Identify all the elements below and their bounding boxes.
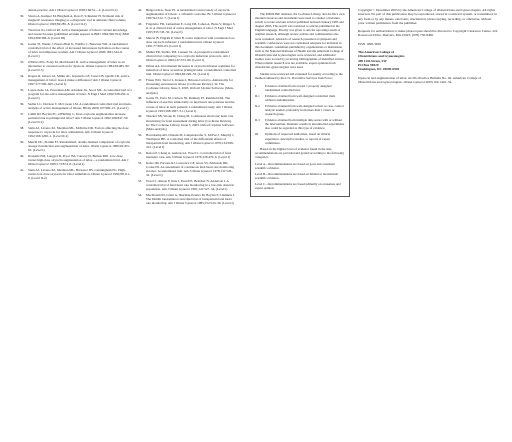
reference-text: Bidgood KA, Steer PJ. A randomized control study of oxytocin augmentation of labour. 1. Obstetric outcome. Br J Obstet Gynaecol 1987;94:512–7. (Level I): [146, 8, 236, 21]
evidence-level-item: [255, 104, 345, 116]
methods-paragraph-grading: Studies were reviewed and evaluated for quality according to the method outlined by the U.S. Preventive Services Task Force:: [255, 72, 343, 81]
reference-item: [138, 78, 236, 95]
photocopy-permission: Requests for authorization to make photocopies should be directed to Copyright Clearance Center, 222 Rosewood Drive, Danvers, MA 01923, (978) 750-8400.: [358, 29, 498, 38]
reference-number: 37.: [20, 111, 25, 116]
reference-item: [138, 151, 236, 159]
reference-number: 33.: [20, 59, 25, 64]
evidence-level-text: Evidence obtained from well-designed controlled trials without randomization.: [265, 93, 336, 102]
org-name-line-2: Obstetricians and Gynecologists: [358, 54, 405, 59]
reference-item: [138, 22, 236, 35]
evidence-level-item: [255, 118, 345, 130]
reference-number: 38.: [20, 125, 25, 130]
reference-number: 46.: [138, 64, 143, 68]
methods-box: [250, 8, 350, 197]
reference-number: 30.: [20, 13, 25, 18]
methods-box-column: [250, 8, 350, 197]
reference-text: dation-practice. Am J Obstet Gynecol 1992;166:S1—4. (Level II-2): [28, 8, 118, 12]
reference-text: Lopez-Zeno JA, Peaceman AM, Adashek JA, Socol ML. A controlled trial of a program for the active management of labor. N Engl J Med 1992;326:450–4. (Level I): [28, 87, 132, 101]
evidence-level-code: II-3: [255, 118, 260, 123]
reference-number: 31.: [20, 27, 25, 32]
evidence-level-code: II-1: [255, 93, 260, 98]
reference-number: 42.: [138, 8, 143, 12]
reference-number: 54.: [138, 192, 143, 197]
reference-text: Wood C, Renou P, Oats J, Farrell E, Beischer N, Anderson I. A controlled trial of fetal heart rate monitoring in a low-risk obstetric population. Am J Obstet Gynecol 1981;141:527–34. (Level I): [146, 178, 235, 192]
reference-text: Frigoletto FD, Lieberman E, Lang JM, Cohen A, Barss V, Ringer S, et al. A clinical trial of active management of labor. N Engl J Med 1995;333:745–50. (Level I): [146, 22, 236, 35]
reference-number: 36.: [20, 101, 25, 106]
recommendation-level-b: Level B—Recommendations are based on limited or inconsistent scientific evidence.: [255, 172, 339, 181]
evidence-level-code: I: [255, 83, 257, 88]
reference-number: 51.: [138, 150, 143, 155]
reference-column-2: [138, 8, 236, 207]
reference-text: Thacker SB, Stroup D, Chang M. Continuous electronic heart rate monitoring for fetal assessment during labor (Cochrane Review). In: The Cochrane Library, Issue 3, 2003. Oxford: Update Software. (Meta-analysis): [146, 114, 235, 132]
evidence-level-code: III: [255, 132, 259, 137]
reference-number: 50.: [138, 132, 143, 137]
evidence-level-text: Evidence obtained from at least 1 properly designed randomized controlled trial.: [265, 83, 332, 92]
recommendation-level-c: Level C—Recommendations are based primarily on consensus and expert opinion.: [255, 182, 341, 191]
reference-text: Mercer B, Pilgrim P, Sibai B. Labor induction with continuous low-dose oxytocin infusion: a randomized trial. Obstet Gynecol 1991;77:659–63. (Level I): [146, 36, 236, 49]
recommendation-level-a: Level A—Recommendations are based on good and consistent scientific evidence.: [255, 162, 335, 171]
reference-number: 53.: [138, 178, 143, 183]
reference-item: [20, 168, 132, 181]
reference-item: [20, 88, 132, 101]
reference-item: [138, 114, 236, 131]
reference-number: 45.: [138, 50, 143, 54]
reference-text: Garite TJ, Porto M, Carlson NJ, Rumney PJ, Reimbold PA. The influence of elective amniotomy on fetal heart rate patterns and the course of labor in term patients: a randomized study. Am J Obstet Gynecol 1993;168:1827–31. (Level I): [146, 96, 235, 113]
reference-number: 41.: [20, 167, 25, 172]
org-name-line-1: The American College of: [358, 50, 394, 55]
reference-text: Satin AJ, Leveno KJ, Sherman ML, McIntire DD. Factors affecting the dose response to oxytocin for labor stimulation. Am J Obstet Gynecol 1992;166:1260–1. (Level II-2): [28, 125, 129, 138]
copyright-notice: Copyright © December 2003 by the American College of Obstetricians and Gynecologists. All rights reserved. No part of this publication may be reproduced, stored in a retrieval system, or transmitted, in any form or by any means, electronic, mechanical, photocopying, recording, or otherwise, without prior written permission from the publisher.: [358, 8, 497, 25]
reference-item: [138, 50, 236, 63]
reference-text: Rouselle EM, Lengyel D, Pryor JM, Conway D, Berkus MD. Low-dose versus high-dose oxytocin augmentation of labor—a randomized trial. Am J Obstet Gynecol 1995;173:874–8. (Level I): [28, 153, 129, 166]
reference-text: Haverkamp AD, Orleans M, Langendoerfer S, McFee J, Murphy J, Thompson HE. A controlled trial of the differential effects of intrapartum fetal monitoring. Am J Obstet Gynecol 1979;134:399–412. (Level I): [146, 132, 235, 150]
reference-item: [138, 161, 236, 178]
reference-item: [20, 126, 132, 139]
methods-paragraph-search: The MEDLINE database, the Cochrane Library, and ACOG's own internal resources and documents were used to conduct a literature search to locate relevant articles published between January 1985 and August 2003. The search was restricted to articles published in the English language. Priority was given to articles reporting results of original research, although review articles and commentaries also were consulted. Abstracts of research presented at symposia and scientific conferences were not considered adequate for inclusion in this document. Guidelines published by organizations or institutions such as the National Institutes of Health and the American College of Obstetricians and Gynecologists were reviewed, and additional studies were located by reviewing bibliographies of identified articles. When reliable research was not available, expert opinions from obstetrician–gynecologists were used.: [255, 12, 345, 70]
reference-number: 39.: [20, 139, 25, 144]
reference-text: Rogers R, Gilson GJ, Miller AC, Izquierdo LE, Curet LB, Qualls CR. Active management of labor: does it make a difference? Am J Obstet Gynecol 1997;177:599–605. (Level I): [28, 73, 130, 87]
reference-item: [20, 42, 132, 59]
reference-text: Muller PR, Stubbs TM, Laurent SL. A prospective randomized clinical trial comparing two oxytocin induction protocols. Am J Obstet Gynecol 1992;167:373–80. (Level I): [146, 50, 230, 63]
reference-item: [20, 74, 132, 87]
reference-text: Sbarra A, Kemper M, Bingham A, Ross P, Schneider H. Perinatal risk of magnetic resonance imaging as a diagnostic tool in amniotic fluid volume. Obstet Gynecol 1993;82:285–8. (Level II-2): [28, 13, 127, 26]
reference-number: 34.: [20, 73, 25, 78]
reference-text: Renou P, Chang A, Anderson I, Wood C. Controlled trial of fetal intensive care. Am J Obstet Gynecol 1976;126:470–6. (Level I): [146, 150, 231, 160]
reference-text: O'Driscoll K, Foley M, MacDonald D. Active management of labor as an alternative to cesarean section for dystocia. Obstet Gynecol 1984;63:485–90. (Level II-3): [28, 59, 130, 73]
evidence-level-list: [255, 84, 345, 145]
issn: ISSN 1099-3630: [358, 41, 381, 46]
reference-item: [20, 154, 132, 167]
reference-number: 35.: [20, 87, 25, 92]
reference-text: Merrill DC, Zlatnik FJ. Randomized, double-masked comparison of oxytocin dosage in induction and augmentation of labor. Obstet Gynecol 1999;94:455–63. (Level I): [28, 139, 131, 152]
evidence-level-item: [255, 84, 345, 92]
reference-item: [138, 133, 236, 150]
reference-item: [20, 140, 132, 153]
address-line-1: 409 12th Street, SW: [358, 58, 387, 63]
reference-item: [138, 36, 236, 49]
reference-number: 43.: [138, 22, 143, 26]
evidence-level-text: Evidence obtained from multiple time series with or without the intervention. Dramatic results in uncontrolled experiments also could be regarded as this type of evidence.: [265, 118, 345, 131]
reference-item: [20, 14, 132, 27]
reference-text: Orhue AA. Incremental increases in oxytocin infusion regimens for induction of labor at term in primigravidas: a randomized controlled trial. Obstet Gynecol 1994;83:229–33. (Level I): [146, 64, 236, 77]
reference-number: 47.: [138, 78, 143, 82]
reference-item: [20, 60, 132, 73]
reference-item: [138, 96, 236, 113]
evidence-level-text: Evidence obtained from well-designed cohort or case–control analytic studies, preferably from more than 1 center or research group.: [265, 103, 344, 117]
reference-item: [138, 8, 236, 21]
address-line-2: PO Box 96920: [358, 62, 379, 67]
reference-item: [20, 28, 132, 41]
reference-item: [20, 112, 132, 125]
publisher-column: [358, 8, 498, 88]
reference-item: [20, 102, 132, 110]
reference-text: Sadler LC, Davison T, McCowan LM. A randomised controlled trial and meta-analysis of active management of labour. BJOG 2000;107:909–15. (Level I): [28, 101, 132, 110]
reference-text: Thornton JG, Lilford RJ. Active management of labour: current knowledge and research issues [published erratum appears in BMJ 1994;309:704]. BMJ 1994;309:366–9. (Level III): [28, 27, 129, 40]
reference-number: 48.: [138, 96, 143, 101]
reference-text: Satin AJ, Leveno KJ, Sherman ML, Brewster DS, Cunningham FG. High- versus low-dose oxytocin for labor stimulation. Obstet Gynecol 1992;80:111–6. (Level II-2): [28, 167, 131, 180]
reference-item: [138, 64, 236, 77]
reference-text: MacDonald D, Grant A, Sheridan-Pereira M, Boylan P, Chalmers I. The Dublin randomized controlled trial of intrapartum fetal heart rate monitoring. Am J Obstet Gynecol 1985;152:524–39. (Level I): [146, 192, 235, 206]
address-line-3: Washington, DC 20090-6920: [358, 67, 400, 72]
publisher-address: [358, 50, 498, 71]
citation: Dystocia and augmentation of labor. ACOG Practice Bulletin No. 49. American College of Obstetricians and Gynecologists. Obstet Gynecol 2003;102:1445–54.: [358, 75, 482, 84]
evidence-level-item: [255, 132, 345, 144]
methods-paragraph-recommendations: Based on the highest level of evidence found in the data, recommendations are provided and graded according to the following categories:: [255, 146, 344, 159]
evidence-level-item: [255, 94, 345, 102]
reference-number: 32.: [20, 41, 25, 46]
reference-fragment: [20, 8, 132, 12]
reference-text: Garite TJ, Weeks J, Peters-Phair K, Pattillo C, Brewster WR. A randomized controlled trial of the effect of increased intravenous hydration on the course of labor in nulliparous women. Am J Obstet Gynecol 2000;183:1544–8. (Level I): [28, 41, 130, 59]
reference-text: Fraser WD, Turcot L, Krauss I, Brisson-Carrol G. Amniotomy for shortening spontaneous labour (Cochrane Review). In: The Cochrane Library, Issue 3, 2003. Oxford: Update Software. (Meta-analysis): [146, 78, 235, 95]
reference-number: 40.: [20, 153, 25, 158]
evidence-level-code: II-2: [255, 103, 260, 108]
reference-number: 52.: [138, 160, 143, 165]
reference-text: Cahill DJ, Boylan PC, O'Herlihy C. Does oxytocin augmentation increase perinatal risk in primigravid labor? Am J Obstet Gynecol 1992;166:847–50. (Level II-2): [28, 111, 129, 124]
reference-column-1: [20, 8, 132, 182]
reference-item: [138, 179, 236, 192]
reference-number: 49.: [138, 114, 143, 119]
evidence-level-text: Opinions of respected authorities, based on clinical experience, descriptive studies, or reports of expert committees.: [265, 132, 331, 145]
reference-text: Kelso IM, Parsons RJ, Lawrence GF, Arora SS, Edmonds DK, Cooke ID. An assessment of continuous fetal heart rate monitoring in labor. A randomized trial. Am J Obstet Gynecol 1978;131:526–32. (Level I): [146, 160, 235, 178]
reference-number: 44.: [138, 36, 143, 40]
reference-item: [138, 193, 236, 206]
